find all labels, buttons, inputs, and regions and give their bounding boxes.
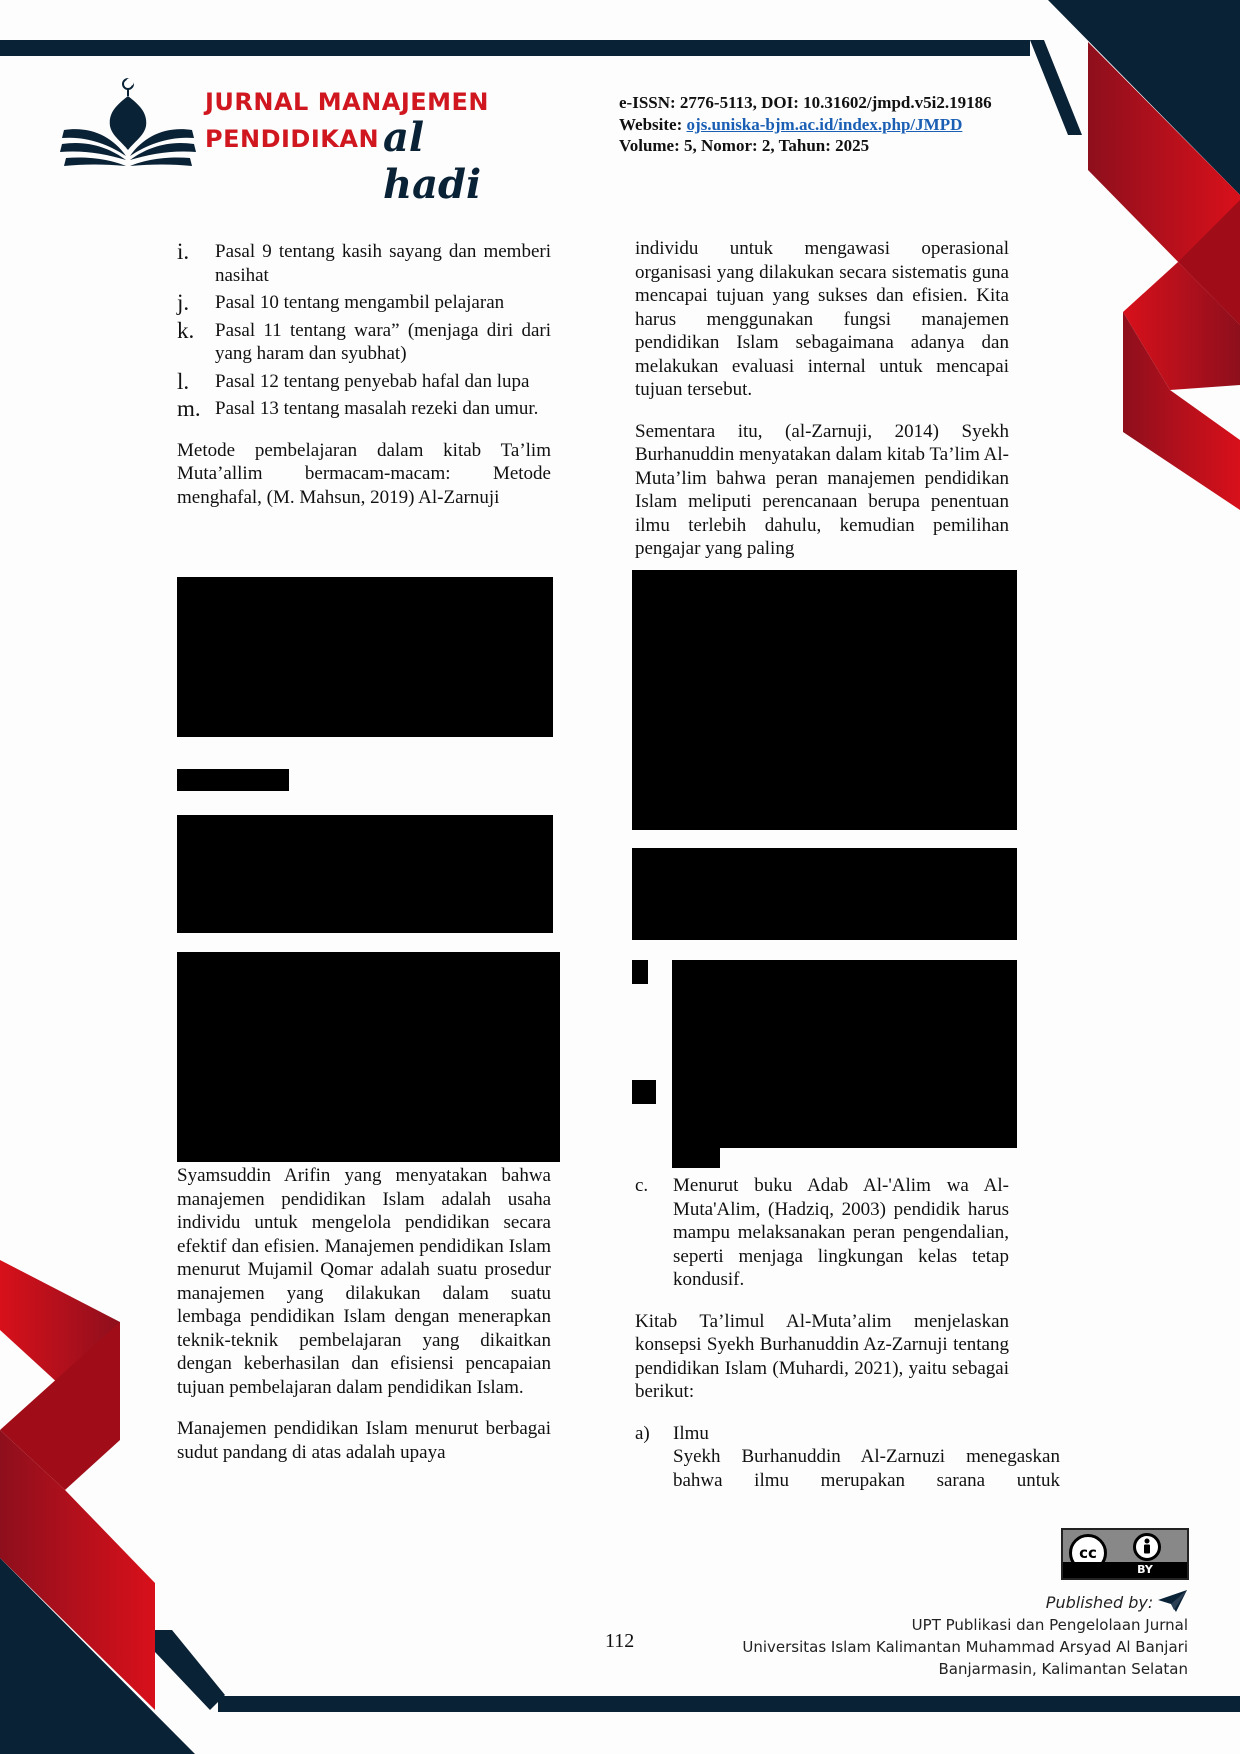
list-marker: a)	[635, 1422, 650, 1444]
list-item	[177, 370, 551, 394]
redacted-block	[177, 952, 560, 1162]
list-marker: i.	[177, 239, 190, 264]
list-item-a	[635, 1422, 1060, 1493]
website-label: Website:	[619, 114, 687, 134]
volume-info: Volume: 5, Nomor: 2, Tahun: 2025	[619, 136, 870, 155]
published-by-line	[742, 1590, 1188, 1614]
list-marker: m.	[177, 396, 201, 421]
list-item	[177, 240, 551, 287]
list-text: Pasal 10 tentang mengambil pelajaran	[215, 292, 505, 313]
redacted-list-tail	[672, 1148, 720, 1168]
left-column-lower	[177, 1164, 551, 1477]
list-item	[177, 397, 551, 421]
paragraph-method: Metode pembelajaran dalam kitab Ta’lim Muta’allim bermacam-macam: Metode menghafal, (M. Mahsun, 2019) Al-Zarnuji	[177, 439, 551, 508]
list-text: Menurut buku Adab Al-'Alim wa Al-Muta'Alim, (Hadziq, 2003) pendidik harus mampu melaksanakan peran pengendalian, seperti menjaga lingkungan kelas tetap kondusif.	[673, 1175, 1009, 1290]
list-text: Pasal 13 tentang masalah rezeki dan umur.	[215, 398, 539, 419]
publisher-line1: UPT Publikasi dan Pengelolaan Jurnal	[911, 1616, 1188, 1634]
paragraph-arifin: Syamsuddin Arifin yang menyatakan bahwa manajemen pendidikan Islam adalah usaha individu untuk mengelola pendidikan secara efektif dan efisien. Manajemen pendidikan Islam menurut Mujamil Qomar adalah suatu prosedur manajemen yang dilakukan dalam suatu lembaga pendidikan Islam dengan menerapkan teknik-teknik pembelajaran yang dikaitkan dengan keberhasilan dan efisiensi pencapaian tujuan pembelajaran dalam pendidikan Islam.	[177, 1165, 551, 1398]
journal-metadata	[619, 92, 992, 157]
redacted-heading	[177, 769, 289, 791]
redacted-block	[177, 577, 553, 737]
redacted-block	[177, 815, 553, 933]
list-text: Pasal 11 tentang wara” (menjaga diri dari yang haram dan syubhat)	[215, 319, 551, 364]
cc-icon: cc	[1069, 1534, 1107, 1572]
publisher-line2: Universitas Islam Kalimantan Muhammad Arsyad Al Banjari	[742, 1638, 1188, 1656]
redacted-block	[632, 848, 1017, 940]
right-column-lower	[635, 1174, 1060, 1496]
website-link[interactable]: ojs.uniska-bjm.ac.id/index.php/JMPD	[686, 114, 963, 134]
cc-by-license-badge	[1061, 1528, 1189, 1580]
list-item	[177, 291, 551, 315]
list-text: Pasal 12 tentang penyebab hafal dan lupa	[215, 370, 530, 392]
redacted-block	[632, 570, 1017, 830]
by-label: BY	[1063, 1562, 1187, 1578]
list-marker: l.	[177, 368, 190, 394]
paragraph-continuation: individu untuk mengawasi operasional organisasi yang dilakukan secara sistematis guna mencapai tujuan yang sukses dan efisien. Kita harus menggunakan fungsi manajemen pendidikan Islam sebagaimana adanya dan melakukan evaluasi internal untuk mencapai tujuan tersebut.	[635, 238, 1009, 400]
list-item-c	[635, 1174, 1009, 1292]
redacted-list-marker	[632, 1080, 656, 1104]
published-by-label: Published by:	[1045, 1593, 1154, 1612]
publisher-line3: Banjarmasin, Kalimantan Selatan	[938, 1660, 1188, 1678]
mosque-book-icon	[60, 78, 200, 168]
paragraph-kitab: Kitab Ta’limul Al-Muta’alim menjelaskan konsepsi Syekh Burhanuddin Az-Zarnuji tentang pendidikan Islam (Muhardi, 2021), yaitu sebagai berikut:	[635, 1310, 1009, 1402]
list-marker: j.	[177, 290, 190, 315]
left-column	[177, 240, 551, 522]
list-marker: k.	[177, 317, 195, 343]
page-number: 112	[605, 1630, 635, 1652]
journal-logo	[60, 78, 530, 208]
paragraph-conclusion: Manajemen pendidikan Islam menurut berbagai sudut pandang di atas adalah upaya	[177, 1418, 551, 1463]
attribution-person-icon	[1133, 1533, 1161, 1561]
journal-name-line2: PENDIDIKAN	[205, 125, 380, 153]
paragraph-sementara: Sementara itu, (al-Zarnuji, 2014) Syekh Burhanuddin menyatakan dalam kitab Ta’lim Al-Muta’lim bahwa peran manajemen pendidikan Islam meliputi perencanaan berupa penentuan ilmu terlebih dahulu, kemudian pemilihan pengajar yang paling	[635, 420, 1009, 559]
issn-doi: e-ISSN: 2776-5113, DOI: 10.31602/jmpd.v5i2.19186	[619, 93, 992, 112]
website-line	[619, 114, 992, 136]
list-text: Syekh Burhanuddin Al-Zarnuzi menegaskan bahwa ilmu merupakan sarana untuk	[673, 1446, 1060, 1491]
redacted-list-marker	[632, 960, 648, 984]
list-title: Ilmu	[673, 1422, 709, 1444]
list-item	[177, 319, 551, 366]
journal-name-script: al hadi	[383, 114, 482, 208]
list-marker: c.	[635, 1175, 649, 1196]
right-column	[635, 237, 1009, 574]
publisher-info	[742, 1590, 1188, 1680]
journal-name-line1: JURNAL MANAJEMEN	[205, 88, 490, 116]
redacted-list-block	[672, 960, 1017, 1148]
list-text: Pasal 9 tentang kasih sayang dan memberi nasihat	[215, 241, 551, 286]
paper-plane-icon	[1158, 1590, 1188, 1612]
